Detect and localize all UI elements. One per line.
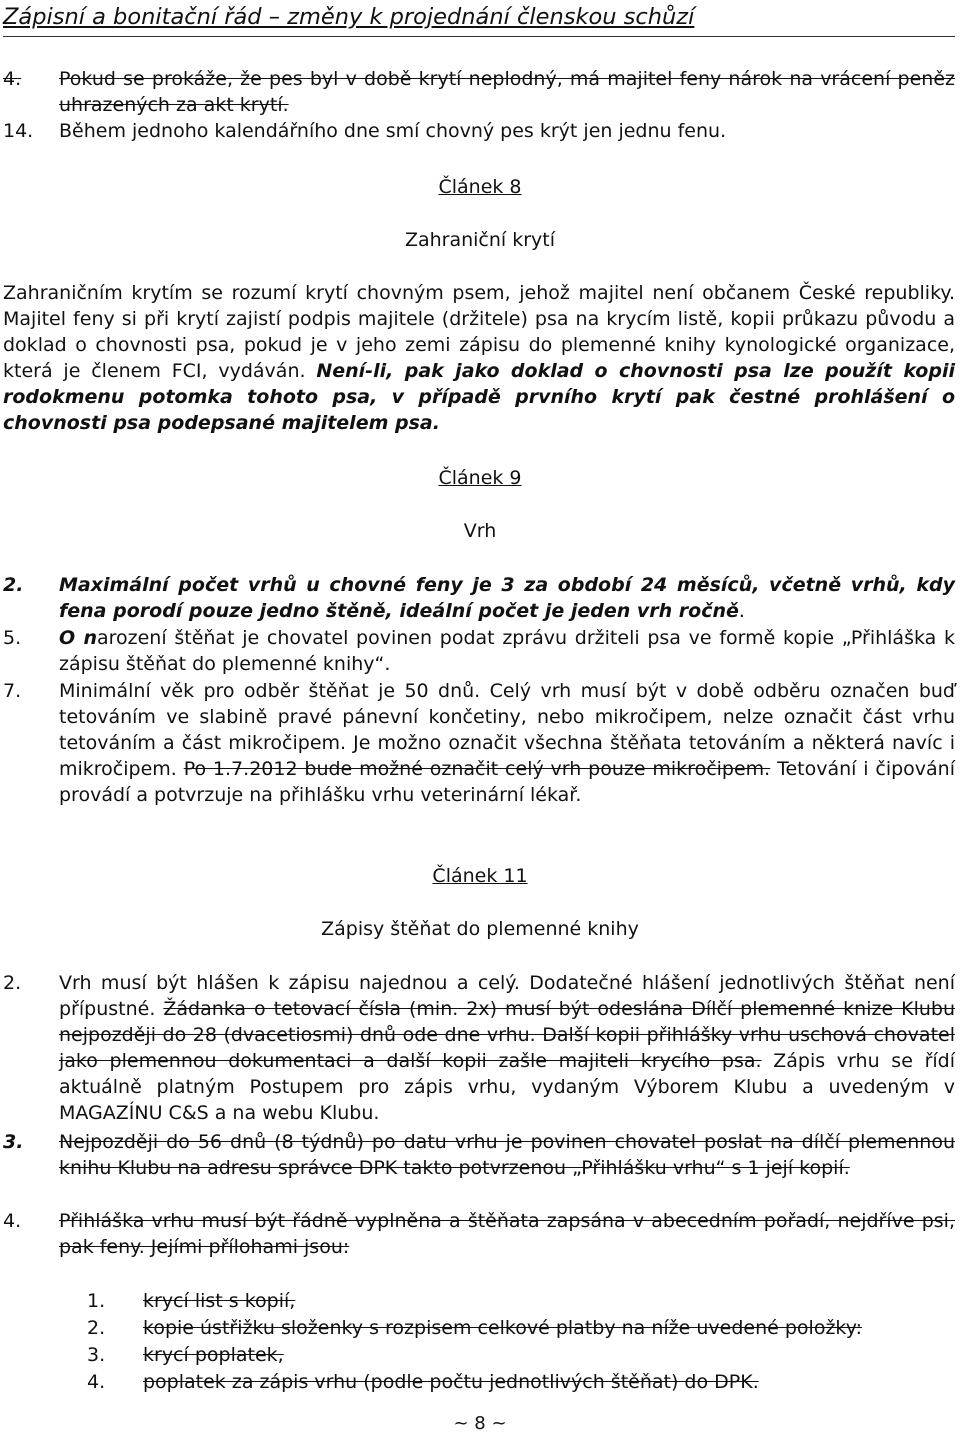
list-item-2 — [3, 572, 955, 624]
item-text-rest: Tetování i čipování provádí a potvrzuje na přihlášku vrhu veterinární lékař. — [59, 758, 956, 806]
list-item-4 — [3, 1208, 955, 1260]
article-9-heading: Článek 9 — [438, 467, 522, 489]
article-9-subheading: Vrh — [463, 520, 497, 542]
attachment-item: 2. kopie ústřižku složenky s rozpisem celkové platby na níže uvedené položky: — [87, 1317, 863, 1339]
article-8-subheading: Zahraniční krytí — [404, 229, 556, 251]
item-text: Vrh musí být hlášen k zápisu najednou a celý. Dodatečné hlášení jednotlivých štěňat není přípustné. — [59, 972, 955, 1020]
item-number: 14. — [3, 120, 34, 142]
item-text: Během jednoho kalendářního dne smí chovný pes krýt jen jednu fenu. — [59, 120, 727, 142]
list-item-3 — [3, 1129, 955, 1181]
item-number: 2. — [3, 972, 22, 994]
attachment-item: 3. krycí poplatek, — [87, 1344, 284, 1366]
list-item-2 — [3, 970, 955, 1126]
item-text: Minimální věk pro odběr štěňat je 50 dnů. Celý vrh musí být v době odběru označen buď tetováním ve slabině pravé pánevní končetiny, nebo mikročipem, nelze označit část vrhu tetováním a část mikročipem. Je možno označit všechna štěňata tetováním a některá navíc i mikročipem. — [59, 680, 955, 780]
item-number: 4. — [3, 1210, 22, 1232]
paragraph-text: Zahraničním krytím se rozumí krytí chovným psem, jehož majitel není občanem České republiky. Majitel feny si při krytí zajistí podpis majitele (držitele) psa na krycím listě, kopii průkazu původu a doklad o chovnosti psa, pokud je v jeho zemi zápisu do plemenné knihy kynologické organizace, která je členem FCI, vydáván. — [3, 282, 955, 382]
item-text-bold: O n — [59, 627, 97, 649]
list-item-4 — [3, 66, 955, 118]
list-item-7 — [3, 678, 955, 808]
page-number: ~ 8 ~ — [453, 1413, 507, 1434]
attachment-item: 4. poplatek za zápis vrhu (podle počtu jednotlivých štěňat) do DPK. — [87, 1371, 759, 1393]
item-text: Maximální počet vrhů u chovné feny je 3 za období 24 měsíců, včetně vrhů, kdy fena porodí pouze jedno štěně, ideální počet je jeden vrh ročně — [59, 574, 955, 622]
article-8-paragraph — [3, 280, 955, 436]
attachment-item: 1. krycí list s kopií, — [87, 1290, 296, 1312]
list-item-14 — [3, 118, 955, 144]
item-number: 7. — [3, 680, 22, 702]
list-item-5 — [3, 625, 955, 677]
item-text-struck: Nejpozději do 56 dnů (8 týdnů) po datu vrhu je povinen chovatel poslat na dílčí plemennou knihu Klubu na adresu správce DPK takto potvrzenou „Přihlášku vrhu“ s 1 její kopií. — [59, 1131, 955, 1179]
item-text-struck: Přihláška vrhu musí být řádně vyplněna a štěňata zapsána v abecedním pořadí, nejdříve psi, pak feny. Jejími přílohami jsou: — [59, 1210, 955, 1258]
header-title: Zápisní a bonitační řád – změny k projednání členskou schůzí — [3, 4, 695, 30]
document-header — [3, 0, 955, 37]
item-number: 5. — [3, 627, 22, 649]
article-11-heading: Článek 11 — [432, 865, 528, 887]
item-number: 4. — [3, 68, 22, 90]
paragraph-bold-text: Není-li, pak jako doklad o chovnosti psa lze použít kopii rodokmenu potomka tohoto psa, v případě prvního krytí pak čestné prohlášení o chovnosti psa podepsané majitelem psa. — [3, 360, 955, 434]
item-number: 2. — [3, 574, 24, 596]
item-text: Pokud se prokáže, že pes byl v době krytí neplodný, má majitel feny nárok na vrácení peněz uhrazených za akt krytí. — [59, 68, 955, 116]
item-text-end: . — [738, 600, 745, 622]
article-8-heading: Článek 8 — [438, 176, 522, 198]
item-text-rest: Zápis vrhu se řídí aktuálně platným Postupem pro zápis vrhu, vydaným Výborem Klubu a uvedeným v MAGAZÍNU C&S a na webu Klubu. — [59, 1050, 955, 1124]
article-11-subheading: Zápisy štěňat do plemenné knihy — [321, 918, 639, 940]
item-text-struck: Žádanka o tetovací čísla (min. 2x) musí být odeslána Dílčí plemenné knize Klubu nejpozději do 28 (dvacetiosmi) dnů ode dne vrhu. Další kopii přihlášky vrhu uschová chovatel jako plemennou dokumentaci a další kopii zašle majiteli krycího psa. — [59, 998, 955, 1072]
item-number: 3. — [3, 1131, 24, 1153]
item-text-struck: Po 1.7.2012 bude možné označit celý vrh pouze mikročipem. — [183, 758, 771, 780]
item-text: arození štěňat je chovatel povinen podat zprávu držiteli psa ve formě kopie „Přihláška k zápisu štěňat do plemenné knihy“. — [59, 627, 956, 675]
